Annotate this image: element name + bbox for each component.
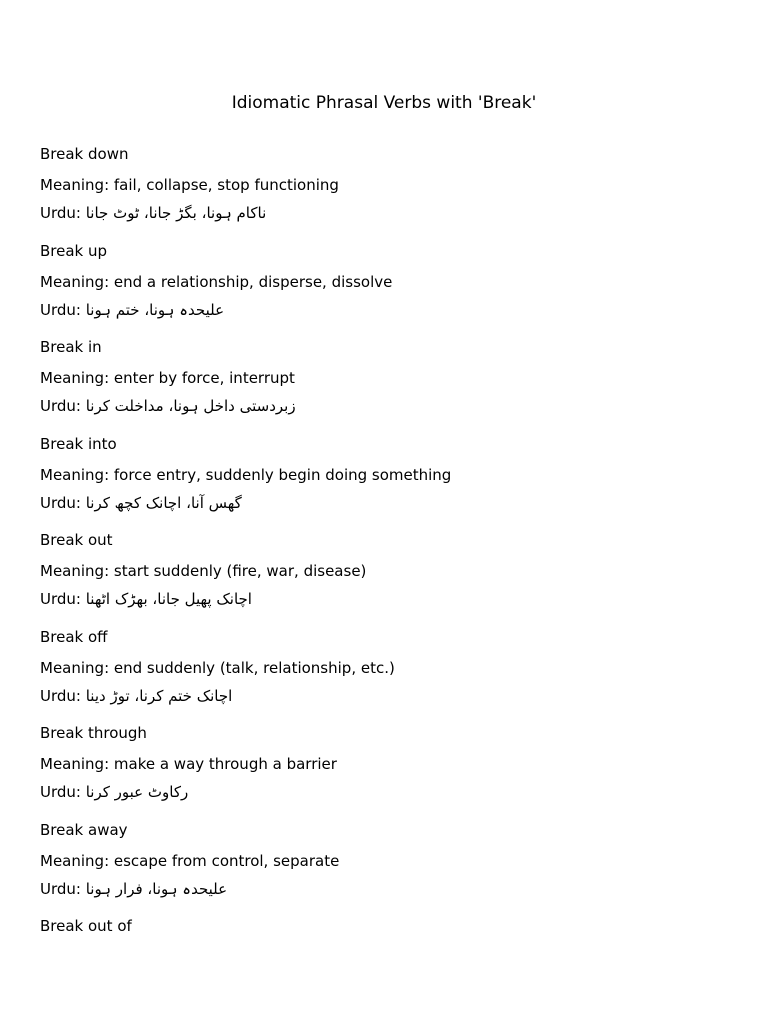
phrasal-verb-term: Break through bbox=[40, 724, 147, 742]
phrasal-verb-term: Break out of bbox=[40, 917, 132, 935]
meaning-line bbox=[40, 465, 451, 485]
list-item bbox=[40, 434, 740, 531]
meaning-label: Meaning: bbox=[40, 176, 114, 194]
urdu-label: Urdu: bbox=[40, 686, 86, 705]
meaning-label: Meaning: bbox=[40, 658, 114, 677]
phrasal-verb-term: Break out bbox=[40, 531, 113, 549]
meaning-text: make a way through a barrier bbox=[113, 755, 337, 773]
meaning-label: Meaning: bbox=[40, 851, 114, 870]
phrasal-verb-term: Break up bbox=[40, 241, 108, 260]
meaning-label: Meaning: bbox=[40, 369, 114, 387]
meaning-text: end a relationship, disperse, dissolve bbox=[113, 272, 393, 291]
urdu-line bbox=[40, 589, 252, 609]
meaning-label: Meaning: bbox=[40, 562, 114, 580]
page-title: Idiomatic Phrasal Verbs with 'Break' bbox=[231, 93, 537, 113]
urdu-translation: اچانک ختم کرنا، توڑ دینا bbox=[85, 686, 233, 705]
urdu-label: Urdu: bbox=[40, 397, 86, 415]
meaning-label: Meaning: bbox=[40, 755, 114, 773]
phrasal-verb-term: Break down bbox=[40, 145, 129, 163]
meaning-text: end suddenly (talk, relationship, etc.) bbox=[113, 658, 395, 677]
list-item bbox=[40, 627, 740, 724]
urdu-label: Urdu: bbox=[40, 783, 86, 801]
meaning-line bbox=[40, 851, 339, 871]
urdu-translation: زبردستی داخل ہونا، مداخلت کرنا bbox=[85, 397, 296, 415]
list-item bbox=[40, 241, 740, 338]
urdu-translation: علیحدہ ہونا، فرار ہونا bbox=[85, 879, 228, 898]
meaning-line bbox=[40, 175, 339, 195]
meaning-line bbox=[40, 754, 337, 774]
phrasal-verb-list bbox=[40, 144, 740, 1013]
meaning-line bbox=[40, 272, 392, 292]
urdu-label: Urdu: bbox=[40, 879, 86, 898]
meaning-text: escape from control, separate bbox=[113, 851, 340, 870]
phrasal-verb-term: Break off bbox=[40, 627, 108, 646]
meaning-text: enter by force, interrupt bbox=[113, 369, 295, 387]
urdu-translation: اچانک پھیل جانا، بھڑک اٹھنا bbox=[85, 590, 252, 608]
phrasal-verb-term: Break into bbox=[40, 434, 117, 453]
urdu-line bbox=[40, 300, 224, 320]
urdu-line bbox=[40, 396, 296, 416]
list-item bbox=[40, 820, 740, 917]
list-item bbox=[40, 723, 740, 820]
urdu-line bbox=[40, 879, 227, 899]
urdu-line bbox=[40, 203, 266, 223]
urdu-label: Urdu: bbox=[40, 493, 86, 512]
urdu-line bbox=[40, 493, 242, 513]
urdu-translation: رکاوٹ عبور کرنا bbox=[85, 783, 189, 801]
urdu-label: Urdu: bbox=[40, 590, 86, 608]
list-item bbox=[40, 337, 740, 434]
list-item bbox=[40, 916, 740, 1013]
urdu-line bbox=[40, 782, 188, 802]
meaning-line bbox=[40, 658, 395, 678]
urdu-label: Urdu: bbox=[40, 204, 86, 222]
phrasal-verb-term: Break away bbox=[40, 820, 128, 839]
meaning-line bbox=[40, 561, 366, 581]
urdu-translation: علیحدہ ہونا، ختم ہونا bbox=[85, 300, 225, 319]
list-item bbox=[40, 144, 740, 241]
urdu-label: Urdu: bbox=[40, 300, 86, 319]
meaning-text: start suddenly (fire, war, disease) bbox=[113, 562, 367, 580]
meaning-label: Meaning: bbox=[40, 272, 114, 291]
urdu-translation: ناکام ہونا، بگڑ جانا، ٹوٹ جانا bbox=[85, 204, 267, 222]
phrasal-verb-term: Break in bbox=[40, 338, 102, 356]
list-item bbox=[40, 530, 740, 627]
meaning-text: force entry, suddenly begin doing something bbox=[113, 465, 452, 484]
urdu-translation: گھس آنا، اچانک کچھ کرنا bbox=[85, 493, 242, 512]
urdu-line bbox=[40, 686, 232, 706]
meaning-line bbox=[40, 368, 295, 388]
meaning-text: fail, collapse, stop functioning bbox=[113, 176, 339, 194]
meaning-label: Meaning: bbox=[40, 465, 114, 484]
